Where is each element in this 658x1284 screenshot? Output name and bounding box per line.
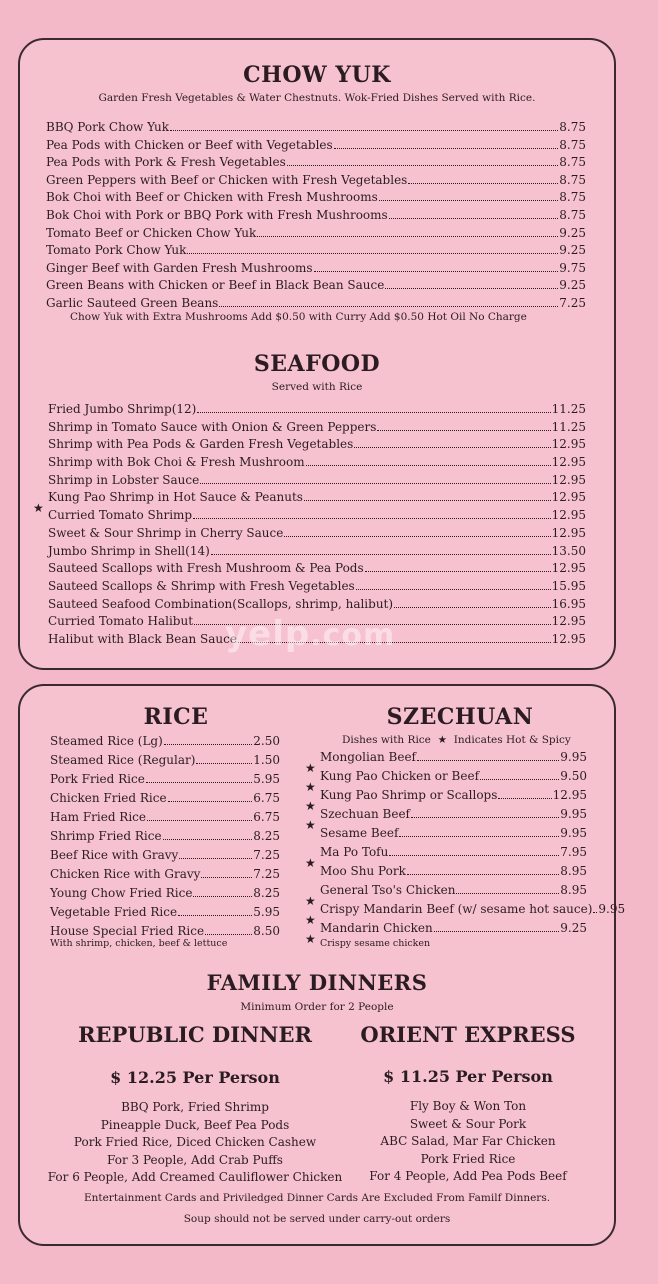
menu-item xyxy=(320,826,587,845)
menu-item-price: 12.95 xyxy=(551,631,586,646)
menu-item-price: 1.50 xyxy=(253,753,280,767)
dot-leader xyxy=(193,518,551,519)
menu-item-price: 12.95 xyxy=(551,490,586,505)
dot-leader xyxy=(306,465,551,466)
dot-leader xyxy=(334,148,559,149)
menu-item-price: 8.25 xyxy=(253,829,280,843)
menu-item-name: Curried Tomato Shrimp xyxy=(48,508,193,523)
menu-item-price: 9.95 xyxy=(598,902,626,916)
dot-leader xyxy=(287,165,559,166)
menu-item-name: Pork Fried Rice xyxy=(50,772,145,786)
menu-item-name: Moo Shu Pork xyxy=(320,864,406,878)
menu-item xyxy=(48,402,586,420)
menu-item-price: 12.95 xyxy=(551,508,586,523)
dot-leader xyxy=(356,589,551,590)
menu-item-price: 12.95 xyxy=(551,437,586,452)
star-icon: ★ xyxy=(437,734,448,746)
menu-item-name: Beef Rice with Gravy xyxy=(50,848,179,862)
menu-item-name: Ham Fried Rice xyxy=(50,810,147,824)
menu-item-name: Pea Pods with Pork & Fresh Vegetables xyxy=(46,155,286,170)
chow-yuk-seafood-panel xyxy=(18,38,616,670)
menu-item-price: 7.25 xyxy=(253,867,280,881)
menu-item xyxy=(48,561,586,579)
menu-item xyxy=(48,544,586,562)
menu-item xyxy=(46,155,586,173)
menu-item-name: Sweet & Sour Shrimp in Cherry Sauce xyxy=(48,525,284,540)
menu-item xyxy=(48,455,586,473)
menu-item xyxy=(48,597,586,615)
menu-item-price: 9.95 xyxy=(560,750,587,764)
dinner-line: Pineapple Duck, Beef Pea Pods xyxy=(100,1117,290,1132)
menu-item-name: Shrimp Fried Rice xyxy=(50,829,162,843)
menu-item-price: 16.95 xyxy=(551,596,586,611)
dinner-line: Pork Fried Rice, Diced Chicken Cashew xyxy=(73,1135,317,1149)
menu-item-price: 11.25 xyxy=(551,419,586,434)
menu-item-price: 8.75 xyxy=(559,190,586,205)
menu-item xyxy=(48,437,586,455)
menu-item xyxy=(46,261,586,279)
menu-item-name: General Tso's Chicken xyxy=(320,883,456,897)
dot-leader xyxy=(456,893,559,894)
chow-yuk-subtitle: Garden Fresh Vegetables & Water Chestnuts. Wok-Fried Dishes Served with Rice. xyxy=(98,92,536,104)
menu-item-name: Bok Choi with Beef or Chicken with Fresh Mushrooms xyxy=(46,190,378,205)
dot-leader xyxy=(407,874,559,875)
menu-item xyxy=(50,772,280,791)
menu-item-name: Halibut with Black Bean Sauce xyxy=(48,631,237,646)
dot-leader xyxy=(389,855,559,856)
dot-leader xyxy=(147,820,252,821)
menu-item-price: 8.95 xyxy=(560,883,587,897)
menu-item-name: Sauteed Seafood Combination(Scallops, shrimp, halibut) xyxy=(48,596,394,611)
menu-item-price: 6.75 xyxy=(253,791,280,805)
dot-leader xyxy=(377,430,550,431)
menu-item-price: 12.95 xyxy=(551,525,586,540)
dot-leader xyxy=(170,130,558,131)
menu-item-name: Kung Pao Chicken or Beef xyxy=(320,769,480,783)
family-dinners-footer-soup: Soup should not be served under carry-out orders xyxy=(183,1213,451,1225)
dot-leader xyxy=(417,760,559,761)
family-dinners-subtitle: Minimum Order for 2 People xyxy=(240,1001,394,1013)
menu-item-price: 8.25 xyxy=(253,886,280,900)
chow-yuk-title: CHOW YUK xyxy=(243,62,391,88)
family-dinners-footer-cards: Entertainment Cards and Priviledged Dinner Cards Are Excluded From Familf Dinners. xyxy=(83,1192,551,1204)
dot-leader xyxy=(284,536,550,537)
menu-item-price: 9.50 xyxy=(560,769,587,783)
dot-leader xyxy=(164,744,252,745)
menu-item-name: Steamed Rice (Regular) xyxy=(50,753,196,767)
menu-item-price: 6.75 xyxy=(253,810,280,824)
menu-item-name: Ginger Beef with Garden Fresh Mushrooms xyxy=(46,260,313,275)
dinner-line: For 4 People, Add Pea Pods Beef xyxy=(369,1169,567,1183)
menu-item xyxy=(48,420,586,438)
menu-item-name: Sauteed Scallops & Shrimp with Fresh Vegetables xyxy=(48,578,355,593)
menu-item-price: 9.25 xyxy=(559,278,586,293)
menu-item-price: 13.50 xyxy=(551,543,586,558)
menu-item-price: 8.75 xyxy=(559,137,586,152)
menu-item: ★ Szechuan Beef 9.95 xyxy=(305,807,587,832)
menu-item-name: Chicken Rice with Gravy xyxy=(50,867,201,881)
menu-item-name: Bok Choi with Pork or BBQ Pork with Fresh Mushrooms xyxy=(46,207,388,222)
menu-item-name: Garlic Sauteed Green Beans xyxy=(46,295,219,310)
seafood-subtitle: Served with Rice xyxy=(271,381,363,393)
dot-leader xyxy=(408,183,558,184)
menu-item: ★ Mandarin Chicken 9.25 xyxy=(305,921,587,946)
menu-item-price: 9.95 xyxy=(560,807,587,821)
dot-leader xyxy=(379,200,558,201)
menu-item-name: Shrimp in Tomato Sauce with Onion & Green Peppers xyxy=(48,419,377,434)
menu-item-name: Sesame Beef xyxy=(320,826,399,840)
menu-item xyxy=(50,867,280,886)
menu-item-price: 7.25 xyxy=(253,848,280,862)
rice-note: With shrimp, chicken, beef & lettuce xyxy=(50,938,228,949)
menu-item-price: 7.95 xyxy=(560,845,587,859)
szechuan-note: Crispy sesame chicken xyxy=(320,938,431,949)
menu-item xyxy=(46,208,586,226)
family-dinners-title: FAMILY DINNERS xyxy=(206,970,428,995)
menu-item xyxy=(46,243,586,261)
dot-leader xyxy=(365,571,551,572)
menu-item-name: Kung Pao Shrimp or Scallops xyxy=(320,788,498,802)
menu-item-price: 8.50 xyxy=(253,924,280,938)
menu-item xyxy=(50,886,280,905)
menu-item-price: 5.95 xyxy=(253,772,280,786)
republic-dinner-items xyxy=(40,1099,350,1187)
menu-item xyxy=(46,190,586,208)
menu-item-name: Mandarin Chicken xyxy=(320,921,433,935)
menu-item xyxy=(50,734,280,753)
seafood-list xyxy=(33,402,586,650)
menu-item-name: Shrimp with Bok Choi & Fresh Mushroom xyxy=(48,455,305,470)
dot-leader xyxy=(411,817,559,818)
menu-item: ★ Ma Po Tofu 7.95 xyxy=(305,845,587,870)
menu-item-name: Vegetable Fried Rice xyxy=(50,905,178,919)
dot-leader xyxy=(314,271,559,272)
menu-item xyxy=(50,753,280,772)
dinner-line: For 6 People, Add Creamed Cauliflower Chicken xyxy=(47,1170,343,1184)
menu-item xyxy=(50,829,280,848)
menu-item-price: 12.95 xyxy=(551,455,586,470)
menu-item-name: Young Chow Fried Rice xyxy=(50,886,193,900)
dinner-line: Pork Fried Rice xyxy=(420,1151,516,1166)
dot-leader xyxy=(434,931,560,932)
szechuan-subtitle: Dishes with Rice ★ Indicates Hot & Spicy xyxy=(342,734,571,746)
menu-item xyxy=(46,173,586,191)
szechuan-title: SZECHUAN xyxy=(386,704,534,730)
rice-szechuan-family-panel xyxy=(18,684,626,1246)
menu-item xyxy=(50,791,280,810)
dot-leader xyxy=(385,288,558,289)
dot-leader xyxy=(205,934,252,935)
menu-item-name: Shrimp with Pea Pods & Garden Fresh Vegetables xyxy=(48,437,354,452)
menu-item xyxy=(46,138,586,156)
dot-leader xyxy=(304,500,551,501)
chow-yuk-note: Chow Yuk with Extra Mushrooms Add $0.50 with Curry Add $0.50 Hot Oil No Charge xyxy=(70,311,527,323)
menu-item-price: 12.95 xyxy=(551,614,586,629)
menu-item-price: 12.95 xyxy=(551,472,586,487)
seafood-title: SEAFOOD xyxy=(253,351,381,377)
orient-express-items xyxy=(338,1098,598,1186)
orient-express-price: $ 11.25 Per Person xyxy=(383,1067,553,1086)
menu-item-price: 8.75 xyxy=(559,155,586,170)
menu-item-name: Steamed Rice (Lg) xyxy=(50,734,163,748)
dot-leader xyxy=(219,306,558,307)
menu-item-name: Sauteed Scallops with Fresh Mushroom & Pea Pods xyxy=(48,561,364,576)
menu-item xyxy=(48,579,586,597)
menu-item-name: Green Beans with Chicken or Beef in Black Bean Sauce xyxy=(46,278,385,293)
dinner-line: Fly Boy & Won Ton xyxy=(409,1099,527,1113)
dot-leader xyxy=(394,607,551,608)
menu-item-price: 8.75 xyxy=(559,207,586,222)
menu-item-name: House Special Fried Rice xyxy=(50,924,205,938)
menu-item: ★ Kung Pao Shrimp or Scallops 12.95 xyxy=(305,788,587,813)
menu-item-name: Shrimp in Lobster Sauce xyxy=(48,472,200,487)
dot-leader xyxy=(193,896,252,897)
rice-title: RICE xyxy=(143,704,209,730)
menu-item: ★ Kung Pao Chicken or Beef 9.50 xyxy=(305,769,587,794)
menu-item-name: Tomato Pork Chow Yuk xyxy=(46,243,187,258)
menu-item-name: Chicken Fried Rice xyxy=(50,791,167,805)
menu-item-name: Mongolian Beef xyxy=(320,750,416,764)
menu-item-name: Szechuan Beef xyxy=(320,807,410,821)
menu-item xyxy=(46,278,586,296)
menu-item-price: 9.25 xyxy=(559,243,586,258)
dinner-line: Sweet & Sour Pork xyxy=(409,1116,527,1131)
menu-item-price: 15.95 xyxy=(551,578,586,593)
menu-item xyxy=(48,473,586,491)
dot-leader xyxy=(196,763,252,764)
menu-item xyxy=(46,226,586,244)
menu-item: ★ Kung Pao Shrimp in Hot Sauce & Peanuts 12.95 xyxy=(33,490,586,516)
menu-item-name: Tomato Beef or Chicken Chow Yuk xyxy=(46,225,257,240)
menu-item-price: 9.25 xyxy=(560,921,587,935)
menu-item-name: Jumbo Shrimp in Shell(14) xyxy=(48,543,210,558)
orient-express-title: ORIENT EXPRESS xyxy=(360,1022,576,1047)
dot-leader xyxy=(163,839,253,840)
dot-leader xyxy=(480,779,559,780)
menu-item-price: 9.75 xyxy=(559,260,586,275)
menu-item xyxy=(46,120,586,138)
dinner-line: ABC Salad, Mar Far Chicken xyxy=(380,1134,556,1148)
menu-item-name: Curried Tomato Halibut xyxy=(48,614,194,629)
menu-item: ★ General Tso's Chicken 8.95 xyxy=(305,883,587,908)
menu-item-name: Crispy Mandarin Beef (w/ sesame hot sauce) xyxy=(320,902,593,916)
menu-item-price: 12.95 xyxy=(552,788,587,802)
watermark-logo: yelp.com xyxy=(225,614,396,654)
republic-dinner-price: $ 12.25 Per Person xyxy=(110,1068,280,1087)
dot-leader xyxy=(211,554,551,555)
menu-item xyxy=(48,508,586,526)
menu-item xyxy=(50,810,280,829)
menu-item: ★ Crispy Mandarin Beef (w/ sesame hot sauce) 9.95 xyxy=(305,902,626,927)
menu-item-price: 9.25 xyxy=(559,225,586,240)
dot-leader xyxy=(399,836,559,837)
rice-list xyxy=(50,734,280,943)
dot-leader xyxy=(200,483,550,484)
dot-leader xyxy=(179,858,252,859)
menu-item-price: 8.75 xyxy=(559,172,586,187)
dot-leader xyxy=(146,782,252,783)
menu-item-name: Kung Pao Shrimp in Hot Sauce & Peanuts xyxy=(48,490,303,505)
menu-item-price: 7.25 xyxy=(559,295,586,310)
dot-leader xyxy=(197,412,550,413)
dot-leader xyxy=(389,218,559,219)
republic-dinner-title: REPUBLIC DINNER xyxy=(78,1022,312,1047)
menu-item xyxy=(48,526,586,544)
menu-item-name: BBQ Pork Chow Yuk xyxy=(46,120,170,134)
dot-leader xyxy=(201,877,252,878)
menu-item-price: 12.95 xyxy=(551,561,586,576)
dinner-line: BBQ Pork, Fried Shrimp xyxy=(121,1100,269,1114)
menu-item-price: 2.50 xyxy=(253,734,280,748)
dot-leader xyxy=(593,912,597,913)
dot-leader xyxy=(168,801,253,802)
dot-leader xyxy=(178,915,252,916)
menu-item-price: 8.75 xyxy=(559,120,586,134)
dinner-line: For 3 People, Add Crab Puffs xyxy=(107,1152,283,1167)
menu-item-price: 5.95 xyxy=(253,905,280,919)
menu-item xyxy=(50,848,280,867)
chow-yuk-list xyxy=(46,120,586,314)
menu-item xyxy=(320,864,587,883)
menu-item-name: Pea Pods with Chicken or Beef with Vegetables xyxy=(46,137,333,152)
menu-item xyxy=(50,905,280,924)
menu-item-price: 9.95 xyxy=(560,826,587,840)
menu-item-name: Green Peppers with Beef or Chicken with Fresh Vegetables xyxy=(46,172,408,187)
dot-leader xyxy=(257,236,558,237)
menu-item-price: 11.25 xyxy=(551,402,586,416)
menu-item-name: Ma Po Tofu xyxy=(320,845,389,859)
dot-leader xyxy=(498,798,551,799)
dot-leader xyxy=(354,447,550,448)
menu-item: ★ Mongolian Beef 9.95 xyxy=(305,750,587,775)
menu-item-price: 8.95 xyxy=(560,864,587,878)
menu-item-name: Fried Jumbo Shrimp(12) xyxy=(48,402,197,416)
dot-leader xyxy=(187,253,558,254)
